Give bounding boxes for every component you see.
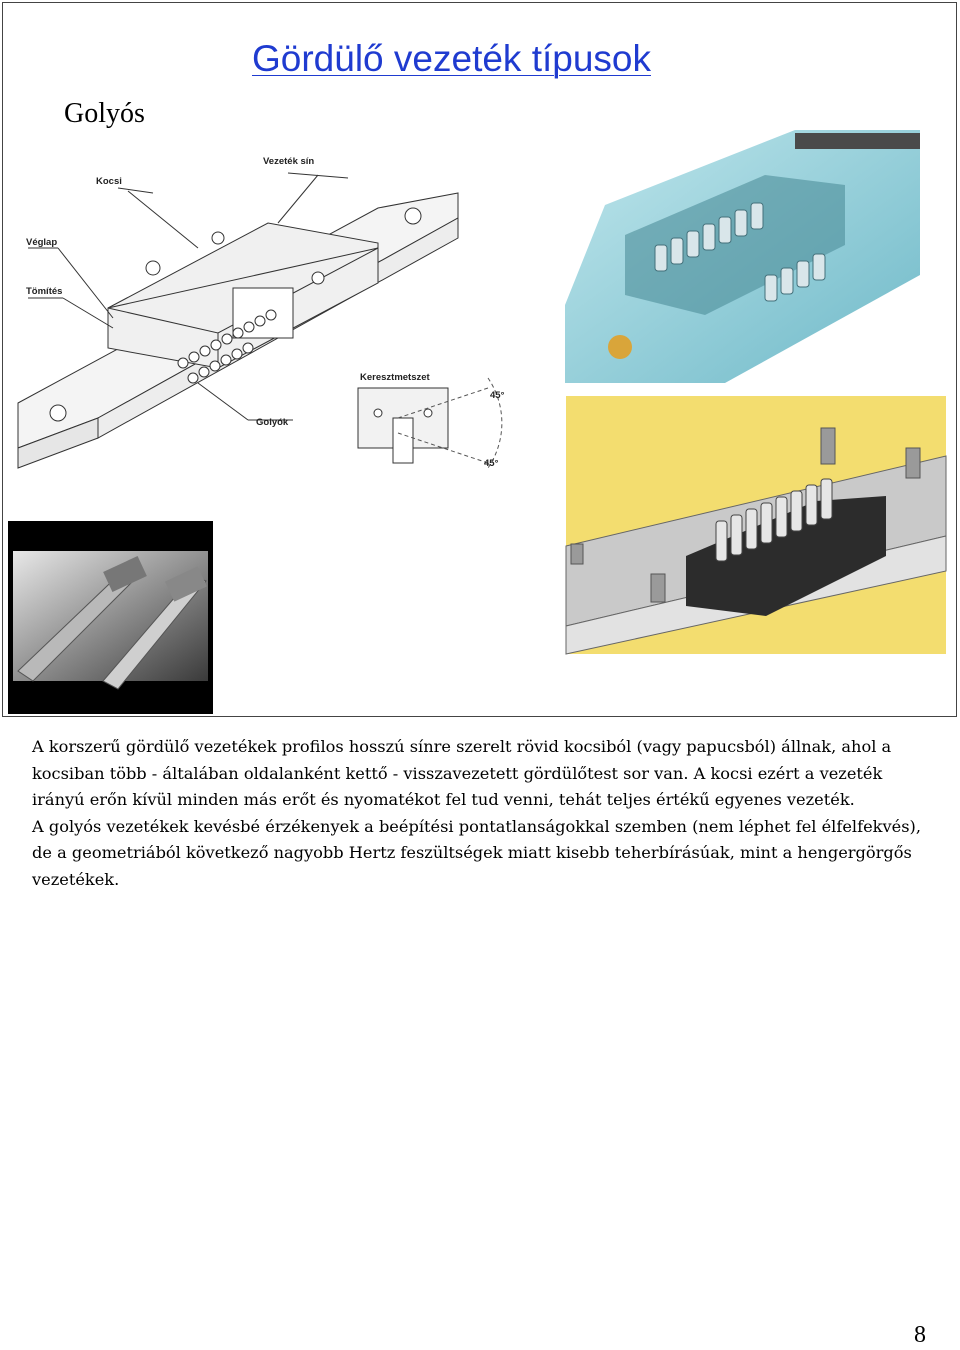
label-rail: Vezeték sín <box>263 156 315 167</box>
label-balls: Golyók <box>256 417 289 428</box>
label-angle-bottom: 45° <box>484 458 499 469</box>
label-ball-type: Golyós <box>64 98 145 129</box>
linear-guide-photo <box>8 521 213 714</box>
ball-guide-drawing <box>18 148 505 483</box>
page-number-bottom: 8 <box>914 1322 926 1348</box>
body-text <box>32 734 937 893</box>
label-cross-section: Keresztmetszet <box>360 372 430 383</box>
label-seal: Tömítés <box>26 286 63 297</box>
label-end-plate: Véglap <box>26 237 58 248</box>
paragraph-1: A korszerű gördülő vezetékek profilos hosszú sínre szerelt rövid kocsiból (vagy papucsból) állnak, ahol a kocsiban több - általában oldalanként kettő - visszavezetett gördülőtest sor van. A kocsi ezért a vezeték irányú erőn kívül minden más erőt és nyomatékot fel tud venni, tehát teljes értékű egyenes vezeték. <box>32 737 892 809</box>
roller-guide-cutaway-image <box>565 125 925 383</box>
roller-carriage-illustration <box>566 396 946 654</box>
paragraph-2: A golyós vezetékek kevésbé érzékenyek a beépítési pontatlanságokkal szemben (nem léphet fel élfelfekvés), de a geometriából következő nagyobb Hertz feszültségek miatt kisebb teherbírásúak, mint a hengergörgős vezetékek. <box>32 816 921 889</box>
slide-title: Gördülő vezeték típusok <box>252 38 651 79</box>
label-angle-top: 45° <box>490 390 505 401</box>
label-carriage: Kocsi <box>96 176 122 187</box>
